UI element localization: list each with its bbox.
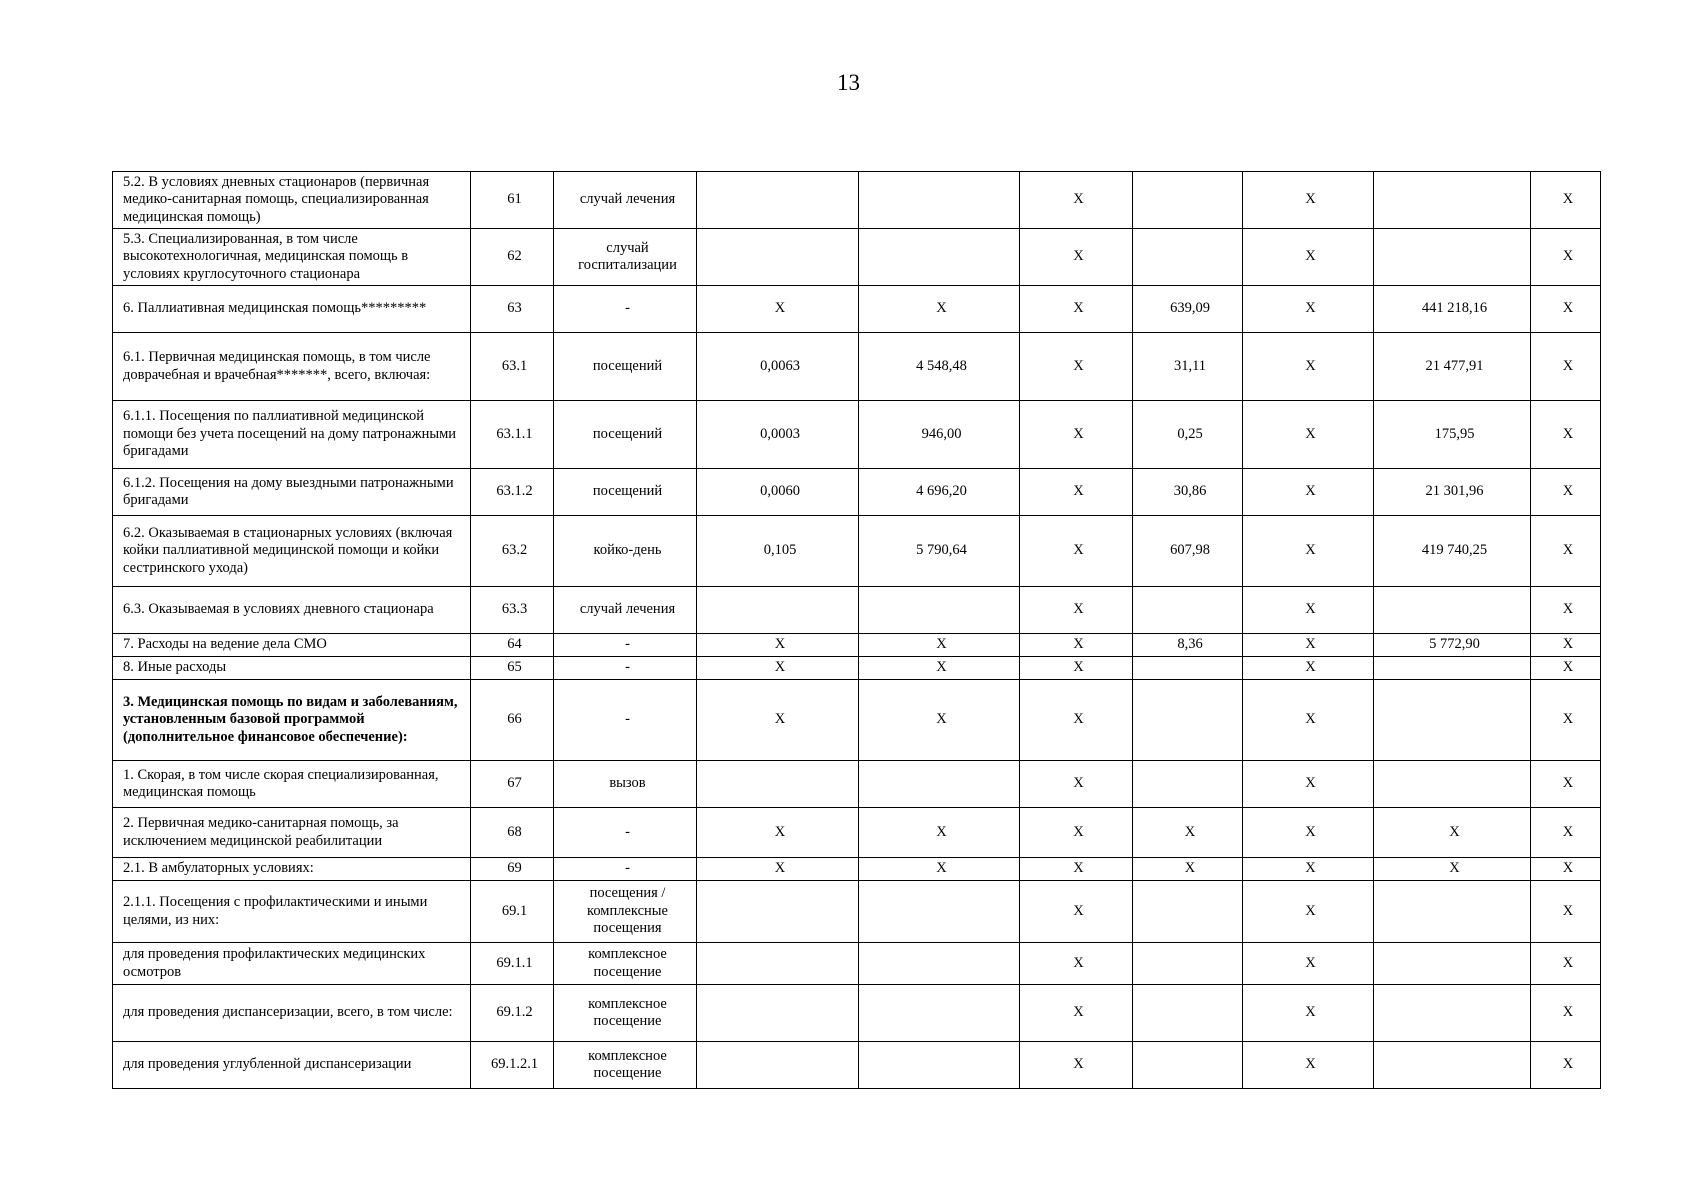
row-code-cell: 62: [471, 229, 554, 286]
row-code-cell: 63: [471, 286, 554, 333]
table-row: [113, 881, 1601, 943]
row-value-cell: X: [1020, 587, 1133, 634]
row-value-cell: 0,0060: [697, 469, 859, 516]
row-value-cell: [1374, 943, 1531, 985]
row-value-cell: X: [1531, 1042, 1601, 1089]
row-value-cell: [1374, 587, 1531, 634]
row-code-cell: 69: [471, 858, 554, 881]
row-value-cell: [697, 761, 859, 808]
row-value-cell: X: [1243, 808, 1374, 858]
row-code-cell: 65: [471, 657, 554, 680]
row-value-cell: X: [697, 657, 859, 680]
row-value-cell: X: [1020, 469, 1133, 516]
row-code-cell: 64: [471, 634, 554, 657]
row-value-cell: X: [1020, 657, 1133, 680]
row-value-cell: [1374, 229, 1531, 286]
row-value-cell: 30,86: [1133, 469, 1243, 516]
row-name-cell: 6.1. Первичная медицинская помощь, в том числе доврачебная и врачебная*******, всего, включая:: [113, 333, 471, 401]
row-value-cell: X: [1243, 634, 1374, 657]
row-value-cell: 4 696,20: [859, 469, 1020, 516]
row-value-cell: [1374, 1042, 1531, 1089]
row-name-cell: 6. Паллиативная медицинская помощь*********: [113, 286, 471, 333]
row-value-cell: [859, 985, 1020, 1042]
row-code-cell: 69.1.2.1: [471, 1042, 554, 1089]
row-value-cell: X: [1243, 469, 1374, 516]
row-value-cell: [1133, 657, 1243, 680]
row-value-cell: [697, 587, 859, 634]
row-name-cell: 6.2. Оказываемая в стационарных условиях (включая койки паллиативной медицинской помощи и койки сестринского ухода): [113, 516, 471, 587]
table-row: [113, 657, 1601, 680]
row-value-cell: 21 477,91: [1374, 333, 1531, 401]
row-value-cell: [1374, 881, 1531, 943]
row-value-cell: X: [697, 286, 859, 333]
row-value-cell: X: [1243, 985, 1374, 1042]
row-value-cell: [1374, 172, 1531, 229]
row-value-cell: X: [697, 634, 859, 657]
row-value-cell: 639,09: [1133, 286, 1243, 333]
row-value-cell: X: [1531, 858, 1601, 881]
row-value-cell: [859, 587, 1020, 634]
row-name-cell: 2.1. В амбулаторных условиях:: [113, 858, 471, 881]
table-row: [113, 1042, 1601, 1089]
row-value-cell: [1374, 761, 1531, 808]
row-value-cell: X: [1374, 858, 1531, 881]
row-value-cell: X: [1243, 943, 1374, 985]
row-value-cell: 175,95: [1374, 401, 1531, 469]
row-code-cell: 63.1.2: [471, 469, 554, 516]
row-value-cell: [859, 943, 1020, 985]
row-code-cell: 63.1: [471, 333, 554, 401]
row-value-cell: X: [1243, 587, 1374, 634]
row-value-cell: X: [1020, 943, 1133, 985]
row-value-cell: [1133, 172, 1243, 229]
row-value-cell: [1133, 587, 1243, 634]
row-value-cell: X: [1020, 634, 1133, 657]
row-value-cell: X: [1133, 858, 1243, 881]
table-row: [113, 761, 1601, 808]
row-value-cell: [1133, 943, 1243, 985]
row-unit-cell: комплексное посещение: [554, 985, 697, 1042]
row-value-cell: [859, 1042, 1020, 1089]
row-value-cell: X: [697, 680, 859, 761]
row-unit-cell: -: [554, 808, 697, 858]
row-unit-cell: случай госпитализации: [554, 229, 697, 286]
row-value-cell: X: [859, 634, 1020, 657]
row-value-cell: X: [1243, 1042, 1374, 1089]
row-name-cell: 8. Иные расходы: [113, 657, 471, 680]
row-value-cell: 441 218,16: [1374, 286, 1531, 333]
row-value-cell: 607,98: [1133, 516, 1243, 587]
row-unit-cell: случай лечения: [554, 172, 697, 229]
row-value-cell: X: [1243, 858, 1374, 881]
row-value-cell: X: [1531, 333, 1601, 401]
row-code-cell: 61: [471, 172, 554, 229]
row-value-cell: 0,105: [697, 516, 859, 587]
row-value-cell: X: [1243, 333, 1374, 401]
row-code-cell: 68: [471, 808, 554, 858]
row-value-cell: X: [697, 808, 859, 858]
row-value-cell: X: [1020, 401, 1133, 469]
row-value-cell: X: [1531, 657, 1601, 680]
row-value-cell: [1133, 1042, 1243, 1089]
table-row: [113, 808, 1601, 858]
row-value-cell: X: [697, 858, 859, 881]
row-unit-cell: посещений: [554, 469, 697, 516]
row-code-cell: 63.1.1: [471, 401, 554, 469]
row-value-cell: X: [1020, 172, 1133, 229]
row-value-cell: X: [1243, 229, 1374, 286]
row-value-cell: X: [1531, 229, 1601, 286]
row-value-cell: X: [1020, 286, 1133, 333]
row-value-cell: X: [859, 858, 1020, 881]
table-row: [113, 286, 1601, 333]
row-name-cell: 5.3. Специализированная, в том числе высокотехнологичная, медицинская помощь в условиях круглосуточного стационара: [113, 229, 471, 286]
row-value-cell: X: [1243, 657, 1374, 680]
row-value-cell: X: [1133, 808, 1243, 858]
row-name-cell: 5.2. В условиях дневных стационаров (первичная медико-санитарная помощь, специализированная медицинская помощь): [113, 172, 471, 229]
row-value-cell: X: [1531, 286, 1601, 333]
table-row: [113, 680, 1601, 761]
row-value-cell: X: [1020, 808, 1133, 858]
row-value-cell: [1133, 881, 1243, 943]
row-value-cell: [1133, 985, 1243, 1042]
table-row: [113, 858, 1601, 881]
row-value-cell: X: [1243, 401, 1374, 469]
table-row: [113, 172, 1601, 229]
row-value-cell: X: [1020, 680, 1133, 761]
row-value-cell: X: [859, 680, 1020, 761]
row-value-cell: X: [1243, 761, 1374, 808]
row-value-cell: 419 740,25: [1374, 516, 1531, 587]
row-value-cell: X: [1020, 985, 1133, 1042]
row-value-cell: X: [1243, 516, 1374, 587]
row-value-cell: [859, 229, 1020, 286]
row-value-cell: [697, 881, 859, 943]
row-unit-cell: -: [554, 680, 697, 761]
row-unit-cell: посещения / комплексные посещения: [554, 881, 697, 943]
row-value-cell: X: [859, 286, 1020, 333]
table-body: [113, 172, 1601, 1089]
data-table: [112, 171, 1601, 1089]
row-value-cell: X: [1020, 1042, 1133, 1089]
row-name-cell: для проведения профилактических медицинских осмотров: [113, 943, 471, 985]
row-unit-cell: комплексное посещение: [554, 1042, 697, 1089]
table-row: [113, 587, 1601, 634]
row-value-cell: 5 790,64: [859, 516, 1020, 587]
row-name-cell: 6.1.2. Посещения на дому выездными патронажными бригадами: [113, 469, 471, 516]
row-value-cell: [1133, 761, 1243, 808]
row-value-cell: X: [1020, 516, 1133, 587]
row-unit-cell: -: [554, 634, 697, 657]
row-value-cell: 0,0063: [697, 333, 859, 401]
row-value-cell: 8,36: [1133, 634, 1243, 657]
row-value-cell: [697, 1042, 859, 1089]
row-code-cell: 63.2: [471, 516, 554, 587]
row-code-cell: 63.3: [471, 587, 554, 634]
row-unit-cell: комплексное посещение: [554, 943, 697, 985]
row-name-cell: 2. Первичная медико-санитарная помощь, за исключением медицинской реабилитации: [113, 808, 471, 858]
table-row: [113, 333, 1601, 401]
row-value-cell: X: [1243, 680, 1374, 761]
row-name-cell: для проведения углубленной диспансеризации: [113, 1042, 471, 1089]
row-name-cell: 1. Скорая, в том числе скорая специализированная, медицинская помощь: [113, 761, 471, 808]
row-value-cell: 5 772,90: [1374, 634, 1531, 657]
table-row: [113, 634, 1601, 657]
row-value-cell: X: [1531, 761, 1601, 808]
row-unit-cell: посещений: [554, 333, 697, 401]
row-name-cell: 6.1.1. Посещения по паллиативной медицинской помощи без учета посещений на дому патронажными бригадами: [113, 401, 471, 469]
row-code-cell: 69.1.1: [471, 943, 554, 985]
row-value-cell: X: [1020, 881, 1133, 943]
row-value-cell: X: [1531, 401, 1601, 469]
row-value-cell: X: [1531, 172, 1601, 229]
row-unit-cell: койко-день: [554, 516, 697, 587]
row-unit-cell: -: [554, 657, 697, 680]
row-value-cell: X: [1531, 634, 1601, 657]
row-value-cell: X: [1531, 943, 1601, 985]
row-value-cell: X: [1531, 808, 1601, 858]
row-value-cell: X: [1243, 881, 1374, 943]
row-unit-cell: посещений: [554, 401, 697, 469]
row-value-cell: [697, 229, 859, 286]
table-row: [113, 469, 1601, 516]
row-name-cell: 2.1.1. Посещения с профилактическими и иными целями, из них:: [113, 881, 471, 943]
table-row: [113, 516, 1601, 587]
row-value-cell: 31,11: [1133, 333, 1243, 401]
row-value-cell: [1374, 985, 1531, 1042]
row-value-cell: X: [1020, 761, 1133, 808]
row-value-cell: X: [859, 657, 1020, 680]
row-value-cell: [1133, 229, 1243, 286]
row-value-cell: 946,00: [859, 401, 1020, 469]
row-value-cell: [697, 985, 859, 1042]
row-value-cell: X: [1531, 587, 1601, 634]
row-value-cell: [1374, 680, 1531, 761]
row-value-cell: [859, 881, 1020, 943]
row-value-cell: X: [1020, 229, 1133, 286]
row-value-cell: X: [1243, 286, 1374, 333]
row-code-cell: 66: [471, 680, 554, 761]
row-value-cell: [859, 761, 1020, 808]
row-code-cell: 69.1: [471, 881, 554, 943]
row-value-cell: [697, 943, 859, 985]
row-unit-cell: -: [554, 286, 697, 333]
row-value-cell: 21 301,96: [1374, 469, 1531, 516]
row-unit-cell: случай лечения: [554, 587, 697, 634]
row-value-cell: X: [1374, 808, 1531, 858]
row-value-cell: 0,0003: [697, 401, 859, 469]
row-value-cell: X: [1531, 680, 1601, 761]
row-name-cell: 7. Расходы на ведение дела СМО: [113, 634, 471, 657]
row-value-cell: 4 548,48: [859, 333, 1020, 401]
row-code-cell: 69.1.2: [471, 985, 554, 1042]
row-name-cell: 3. Медицинская помощь по видам и заболеваниям, установленным базовой программой (дополнительное финансовое обеспечение):: [113, 680, 471, 761]
table-row: [113, 229, 1601, 286]
row-name-cell: 6.3. Оказываемая в условиях дневного стационара: [113, 587, 471, 634]
row-name-cell: для проведения диспансеризации, всего, в том числе:: [113, 985, 471, 1042]
table-row: [113, 401, 1601, 469]
row-value-cell: X: [1020, 333, 1133, 401]
row-value-cell: [859, 172, 1020, 229]
row-value-cell: X: [1531, 881, 1601, 943]
row-unit-cell: -: [554, 858, 697, 881]
row-unit-cell: вызов: [554, 761, 697, 808]
row-value-cell: X: [1531, 516, 1601, 587]
row-value-cell: [1374, 657, 1531, 680]
row-value-cell: X: [1531, 985, 1601, 1042]
row-value-cell: X: [1243, 172, 1374, 229]
table-row: [113, 985, 1601, 1042]
row-value-cell: X: [859, 808, 1020, 858]
table-row: [113, 943, 1601, 985]
row-value-cell: [697, 172, 859, 229]
row-value-cell: X: [1020, 858, 1133, 881]
row-value-cell: [1133, 680, 1243, 761]
row-value-cell: 0,25: [1133, 401, 1243, 469]
row-value-cell: X: [1531, 469, 1601, 516]
row-code-cell: 67: [471, 761, 554, 808]
page-number: 13: [837, 70, 860, 95]
